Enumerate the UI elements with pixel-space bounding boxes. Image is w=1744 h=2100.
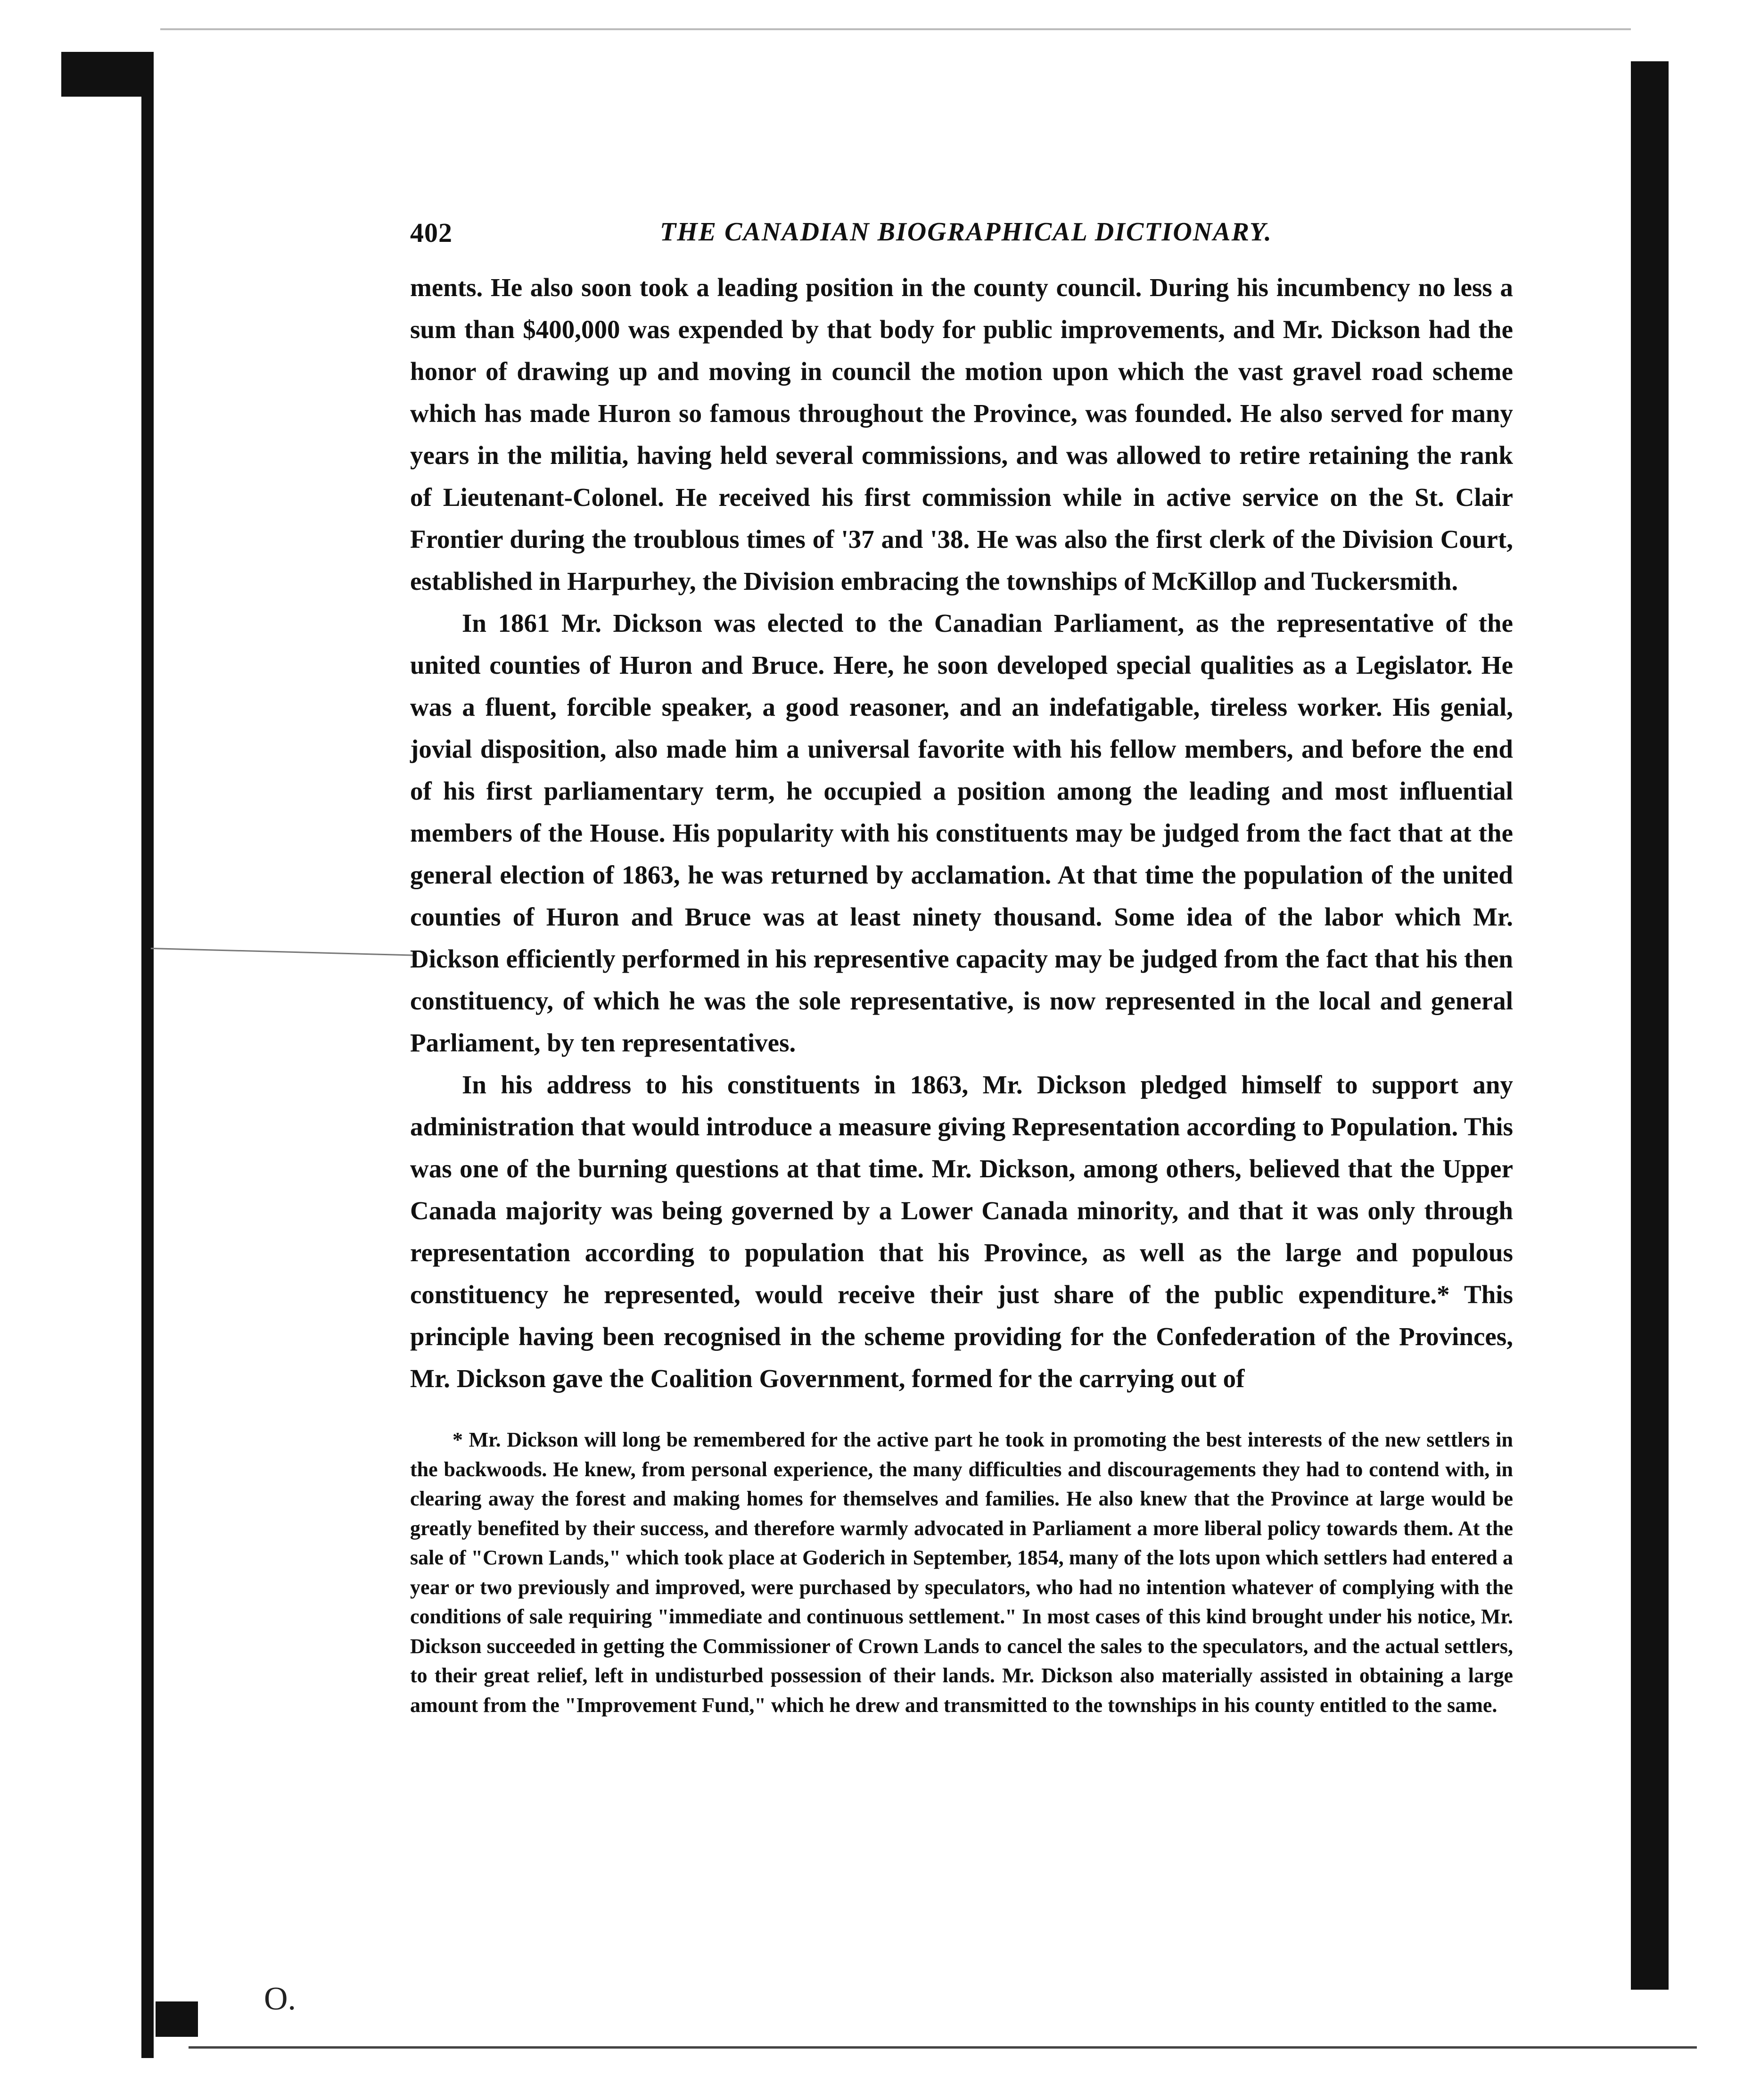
page-number: 402	[410, 217, 452, 248]
running-title: THE CANADIAN BIOGRAPHICAL DICTIONARY.	[660, 217, 1272, 247]
scan-edge-bottom	[189, 2046, 1697, 2049]
page-header	[410, 217, 1513, 255]
paragraph-continuation: ments. He also soon took a leading position in the county council. During his incumbency no less a sum than $400,000 was expended by that body for public improvements, and Mr. Dickson had the honor of drawing up and moving in council the motion upon which the vast gravel road scheme which has made Huron so famous throughout the Province, was founded. He also served for many years in the militia, having held several commissions, and was allowed to retire retaining the rank of Lieutenant-Colonel. He received his first commission while in active service on the St. Clair Frontier during the troublous times of '37 and '38. He was also the first clerk of the Division Court, established in Harpurhey, the Division embracing the townships of McKillop and Tuckersmith.	[410, 273, 1513, 595]
paragraph-parliament: In 1861 Mr. Dickson was elected to the Canadian Parliament, as the representative of the united counties of Huron and Bruce. Here, he soon developed special qualities as a Legislator. He was a fluent, forcible speaker, a good reasoner, and an indefatigable, tireless worker. His genial, jovial disposition, also made him a universal favorite with his fellow members, and before the end of his first parliamentary term, he occupied a position among the leading and most influential members of the House. His popularity with his constituents may be judged from the fact that at the general election of 1863, he was returned by acclamation. At that time the population of the united counties of Huron and Bruce was at least ninety thousand. Some idea of the labor which Mr. Dickson efficiently performed in his representive capacity may be judged from the fact that his then constituency, of which he was the sole representative, is now represented in the local and general Parliament, by ten representatives.	[410, 609, 1513, 1057]
scan-edge-top	[160, 28, 1631, 30]
scan-binding-shadow-left	[141, 52, 154, 2058]
paragraph-address: In his address to his constituents in 1863, Mr. Dickson pledged himself to support any administration that would introduce a measure giving Representation according to Population. This was one of the burning questions at that time. Mr. Dickson, among others, believed that the Upper Canada majority was being governed by a Lower Canada minority, and that it was only through representation according to population that his Province, as well as the large and populous constituency he represented, would receive their just share of the public expenditure.* This principle having been recognised in the scheme providing for the Confederation of the Provinces, Mr. Dickson gave the Coalition Government, formed for the carrying out of	[410, 1070, 1513, 1393]
scan-binding-shadow-top	[61, 52, 141, 97]
margin-mark: O.	[264, 1981, 296, 2017]
footnote	[410, 1425, 1513, 1720]
scan-stray-line	[151, 948, 415, 956]
scan-edge-shadow-right	[1631, 61, 1669, 1990]
scan-binding-shadow-foot	[156, 2001, 198, 2037]
footnote-text: * Mr. Dickson will long be remembered for the active part he took in promoting the best interests of the new settlers in the backwoods. He knew, from personal experience, the many difficulties and discouragements they had to contend with, in clearing away the forest and making homes for themselves and families. He also knew that the Province at large would be greatly benefited by their success, and therefore warmly advocated in Parliament a more liberal policy towards them. At the sale of "Crown Lands," which took place at Goderich in September, 1854, many of the lots upon which settlers had entered a year or two previously and improved, were purchased by speculators, who had no intention whatever of complying with the conditions of sale requiring "immediate and continuous settlement." In most cases of this kind brought under his notice, Mr. Dickson succeeded in getting the Commissioner of Crown Lands to cancel the sales to the speculators, and the actual settlers, to their great relief, left in undisturbed possession of their lands. Mr. Dickson also materially assisted in obtaining a large amount from the "Improvement Fund," which he drew and transmitted to the townships in his county entitled to the same.	[410, 1428, 1513, 1717]
document-page	[410, 217, 1513, 1720]
body-text	[410, 266, 1513, 1399]
